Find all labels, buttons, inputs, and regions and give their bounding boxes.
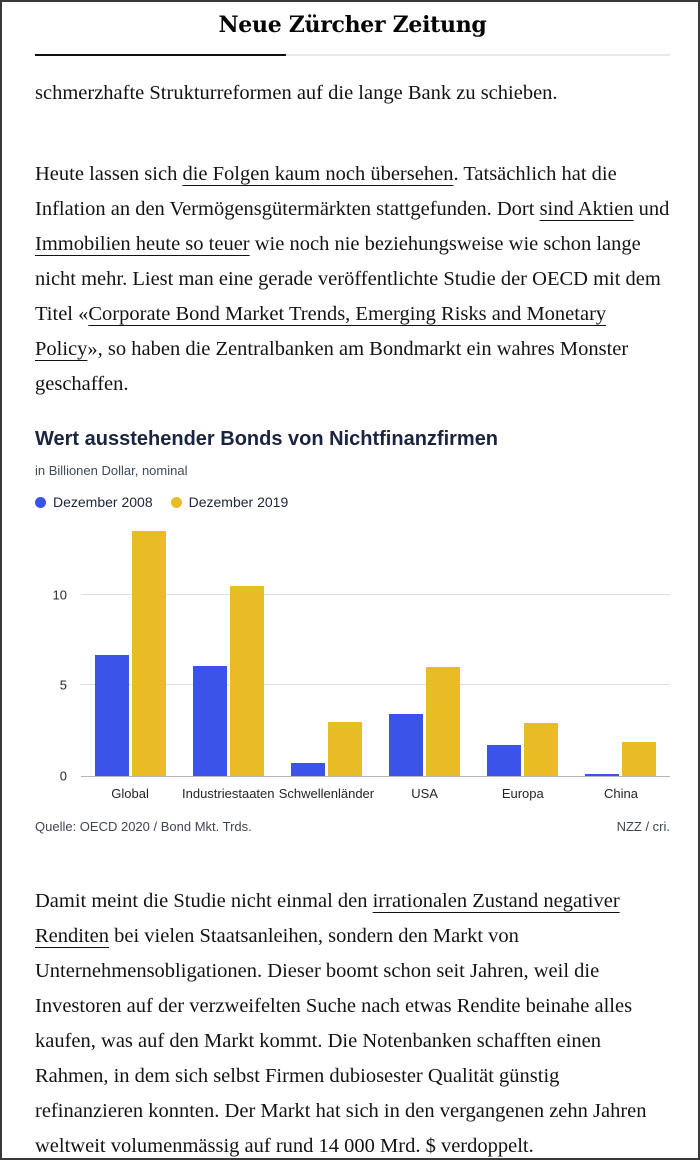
bar-schwellenländer-dezember-2008 [291,763,325,776]
paragraph-text: Heute lassen sich [35,163,183,185]
paragraph-text: bei vielen Staatsanleihen, sondern den Markt von Unternehmensobligationen. Dieser boomt schon seit Jahren, weil die Investoren auf der verzweifelten Suche nach etwas Rendite beinahe alles kaufen, was auf den Markt kommt. Die Notenbanken schafften einen Rahmen, in dem sich selbst Firmen dubiosester Qualität günstig refinanzieren konnten. Der Markt hat sich in den vergangenen zehn Jahren weltweit volumenmässig auf rund 14 000 Mrd. $ verdoppelt. [35,925,647,1157]
chart-legend [35,494,670,510]
paragraph-text: schmerzhafte Strukturreformen auf die lange Bank zu schieben. [35,82,558,104]
bar-industriestaaten-dezember-2019 [230,586,264,776]
bar-global-dezember-2008 [95,655,129,776]
bar-europa-dezember-2008 [487,745,521,776]
chart-source: Quelle: OECD 2020 / Bond Mkt. Trds. [35,819,252,834]
article-paragraph [35,157,670,402]
bar-group-china [572,526,670,776]
bar-group-europa [474,526,572,776]
bar-groups [81,526,670,776]
bond-chart-card [35,428,670,834]
bar-schwellenländer-dezember-2019 [328,722,362,776]
paragraph-text: wie noch nie beziehungsweise wie schon lange nicht mehr. Liest man eine gerade veröffentlichte Studie der OECD mit dem Titel « [35,233,661,325]
legend-label: Dezember 2019 [188,494,289,510]
x-axis-category-label: China [603,786,638,801]
legend-item [35,494,153,510]
article-paragraph [35,884,670,1160]
x-axis-category-label: Industriestaaten [182,786,275,801]
bar-industriestaaten-dezember-2008 [193,666,227,777]
bar-europa-dezember-2019 [524,723,558,776]
reading-progress-bar [35,54,670,56]
y-axis-tick-label: 5 [59,677,67,693]
x-axis [81,786,670,801]
chart-credit: NZZ / cri. [616,819,670,834]
inline-link[interactable]: irrationalen Zustand negativer Renditen [35,890,620,947]
x-axis-category-label: USA [411,786,438,801]
chart-title: Wert ausstehender Bonds von Nichtfinanzfirmen [35,428,499,450]
bar-group-global [81,526,179,776]
chart-plot-area [35,526,670,784]
nzz-masthead-logo[interactable]: Neue Zürcher Zeitung [218,12,487,38]
chart-source-row [35,819,670,834]
article-paragraph [35,76,670,111]
reading-progress-fill [35,54,286,56]
x-axis-category-label: Global [111,786,149,801]
y-axis-tick-label: 10 [52,587,67,603]
bar-china-dezember-2019 [622,742,656,776]
x-axis-category-label: Europa [501,786,544,801]
bar-group-schwellenländer [277,526,375,776]
chart-subtitle: in Billionen Dollar, nominal [35,463,188,478]
legend-label: Dezember 2008 [53,494,153,510]
paragraph-text: », so haben die Zentralbanken am Bondmarkt ein wahres Monster geschaffen. [35,338,629,395]
paragraph-text: Damit meint die Studie nicht einmal den [35,890,373,912]
bar-group-industriestaaten [179,526,277,776]
inline-link[interactable]: sind Aktien [539,198,634,220]
y-axis [35,526,81,784]
bar-usa-dezember-2019 [426,667,460,776]
legend-item [171,494,289,510]
bar-usa-dezember-2008 [389,714,423,776]
legend-dot-icon [35,497,46,508]
y-axis-tick-label: 0 [59,768,67,784]
inline-link[interactable]: Immobilien heute so teuer [35,233,250,255]
bar-global-dezember-2019 [132,531,166,776]
paragraph-text: und [633,198,670,220]
x-axis-category-label: Schwellenländer [278,786,375,801]
bar-group-usa [376,526,474,776]
inline-link[interactable]: die Folgen kaum noch übersehen [182,163,454,185]
paragraph-text: . Tatsächlich hat die Inflation an den Vermögensgütermärkten stattgefunden. Dort [35,163,617,220]
legend-dot-icon [171,497,182,508]
article-body-top [35,76,670,402]
inline-link[interactable]: Corporate Bond Market Trends, Emerging Risks and Monetary Policy [35,303,607,360]
bar-china-dezember-2008 [585,774,619,776]
article-body-bottom [35,884,670,1160]
plot-canvas [81,526,670,777]
